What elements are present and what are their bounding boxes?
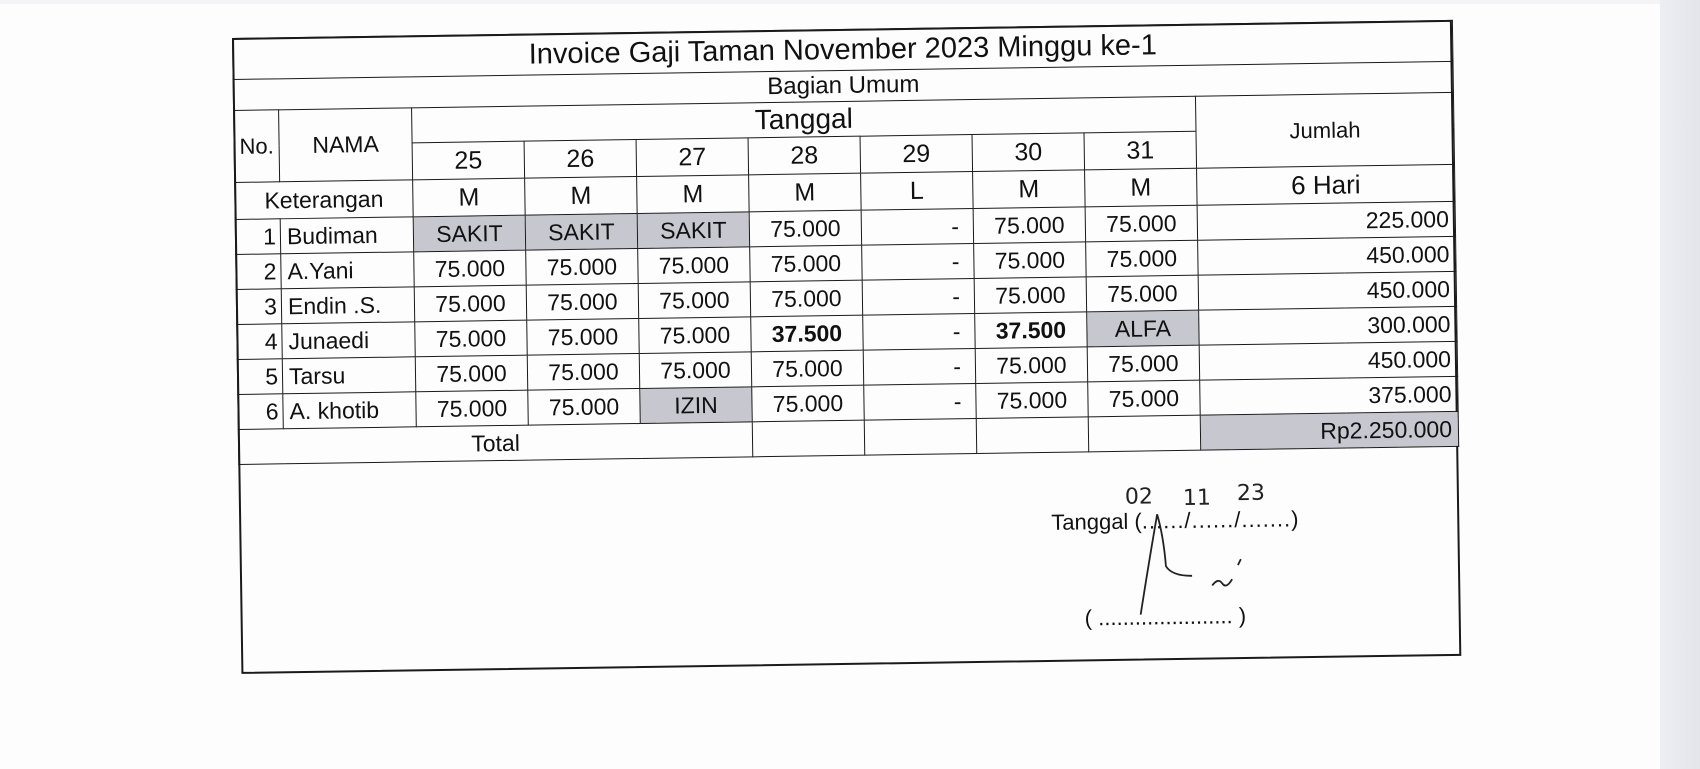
total-empty-cell: [752, 420, 865, 457]
row-total: 375.000: [1200, 376, 1459, 415]
cell-holiday: -: [863, 314, 976, 351]
signature-name-line: ( ...................... ): [1084, 603, 1247, 631]
date-26: 26: [524, 140, 637, 179]
cell-amount: 75.000: [526, 284, 639, 321]
cell-amount: 75.000: [976, 382, 1089, 419]
cell-amount: 75.000: [414, 285, 527, 322]
code-31: M: [1085, 168, 1198, 207]
code-27: M: [637, 175, 750, 214]
header-tanggal: Tanggal: [412, 96, 1196, 143]
cell-holiday: -: [862, 244, 975, 281]
row-name: Endin .S.: [281, 287, 415, 324]
row-total: 450.000: [1199, 341, 1458, 380]
code-30: M: [973, 170, 1086, 209]
row-name: Budiman: [280, 217, 414, 254]
row-no: 6: [238, 394, 284, 430]
scanner-edge: [1660, 0, 1700, 769]
cell-amount: 75.000: [528, 388, 641, 425]
row-no: 3: [236, 289, 282, 325]
cell-amount: 75.000: [750, 245, 863, 282]
cell-status: ALFA: [1087, 310, 1200, 347]
row-total: 450.000: [1198, 271, 1457, 310]
cell-amount: 75.000: [639, 352, 752, 389]
cell-amount: 75.000: [1086, 240, 1199, 277]
invoice-title: Invoice Gaji Taman November 2023 Minggu ke-1: [233, 20, 1454, 79]
keterangan-label: Keterangan: [235, 180, 414, 220]
cell-status: SAKIT: [413, 215, 526, 252]
cell-amount: 75.000: [752, 385, 865, 422]
section-title: Bagian Umum: [233, 61, 1453, 110]
cell-amount: 75.000: [975, 347, 1088, 384]
cell-amount: 75.000: [415, 355, 528, 392]
cell-amount: 75.000: [638, 282, 751, 319]
invoice-table: [232, 20, 1459, 465]
cell-holiday: -: [864, 384, 977, 421]
row-no: 1: [235, 219, 281, 255]
row-no: 5: [237, 359, 283, 395]
date-25: 25: [412, 141, 525, 180]
row-name: A. khotib: [283, 392, 417, 429]
cell-status: IZIN: [640, 387, 753, 424]
total-label: Total: [238, 422, 752, 465]
row-name: A.Yani: [281, 252, 415, 289]
total-empty-cell: [864, 419, 977, 456]
cell-amount: 75.000: [974, 277, 1087, 314]
header-nama: NAMA: [279, 108, 413, 182]
cell-amount: 75.000: [750, 280, 863, 317]
date-28: 28: [748, 136, 861, 175]
cell-holiday: -: [862, 279, 975, 316]
row-total: 225.000: [1197, 201, 1456, 240]
cell-amount: 75.000: [415, 320, 528, 357]
cell-amount: 75.000: [1086, 275, 1199, 312]
code-29: L: [861, 172, 974, 211]
header-jumlah: Jumlah: [1195, 92, 1454, 168]
cell-amount: 75.000: [527, 318, 640, 355]
code-28: M: [749, 173, 862, 212]
code-25: M: [413, 178, 526, 217]
cell-amount: 75.000: [749, 210, 862, 247]
row-no: 4: [237, 324, 283, 360]
row-total: 300.000: [1199, 306, 1458, 345]
cell-amount: 75.000: [973, 207, 1086, 244]
code-26: M: [525, 177, 638, 216]
cell-amount: 75.000: [416, 390, 529, 427]
total-empty-cell: [1088, 415, 1201, 452]
cell-amount: 75.000: [527, 353, 640, 390]
header-no: No.: [234, 110, 280, 183]
row-name: Tarsu: [282, 357, 416, 394]
date-30: 30: [972, 133, 1085, 172]
date-29: 29: [860, 135, 973, 174]
handwritten-month: 11: [1182, 485, 1212, 511]
date-31: 31: [1084, 131, 1197, 170]
handwritten-year: 23: [1236, 480, 1266, 507]
total-empty-cell: [976, 417, 1089, 454]
cell-holiday: -: [863, 349, 976, 386]
handwritten-signature: [1119, 495, 1281, 617]
cell-amount: 75.000: [638, 247, 751, 284]
total-days: 6 Hari: [1197, 164, 1456, 205]
row-no: 2: [236, 254, 282, 290]
cell-amount: 75.000: [526, 249, 639, 286]
row-name: Junaedi: [282, 322, 416, 359]
handwritten-day: 02: [1124, 484, 1154, 510]
row-total: 450.000: [1198, 236, 1457, 275]
cell-amount: 75.000: [1088, 380, 1201, 417]
cell-amount: 75.000: [751, 350, 864, 387]
invoice-sheet: [232, 20, 1461, 674]
cell-status: SAKIT: [637, 212, 750, 249]
signature-area: [239, 462, 1462, 674]
cell-amount: 75.000: [639, 317, 752, 354]
cell-amount: 75.000: [1087, 345, 1200, 382]
cell-amount: 75.000: [974, 242, 1087, 279]
cell-amount: 75.000: [414, 250, 527, 287]
cell-amount-half: 37.500: [975, 312, 1088, 349]
cell-amount-half: 37.500: [751, 315, 864, 352]
cell-holiday: -: [861, 209, 974, 246]
signature-date-close: ): [1290, 506, 1299, 532]
cell-amount: 75.000: [1085, 205, 1198, 242]
signature-date-dots: ....../....../.......: [1141, 506, 1292, 534]
signature-date-label: Tanggal (: [1051, 508, 1142, 535]
cell-status: SAKIT: [525, 214, 638, 251]
grand-total: Rp2.250.000: [1200, 411, 1459, 450]
date-27: 27: [636, 138, 749, 177]
